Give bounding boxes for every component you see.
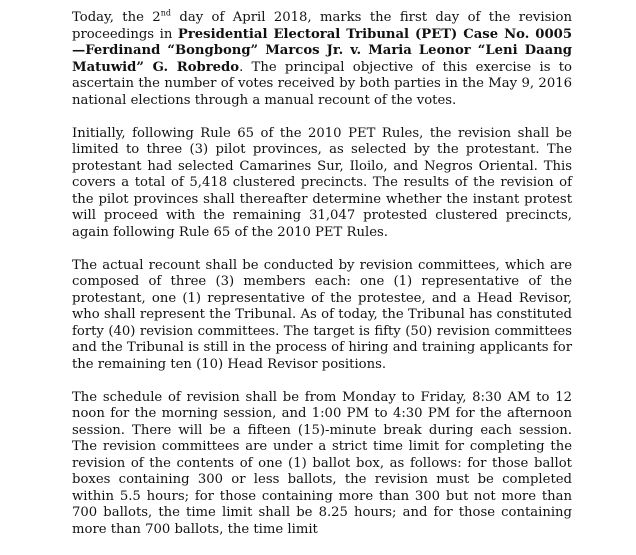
opening-text-middle: day of April 2018, marks the first day of the revision proceedings in (72, 10, 572, 42)
case-title: Presidential Electoral Tribunal (PET) Case No. 0005—Ferdinand “Bongbong” Marcos Jr. v. Maria Leonor “Leni Daang Matuwid” G. Robredo (72, 26, 572, 75)
document-page (72, 10, 572, 555)
paragraph-schedule: The schedule of revision shall be from Monday to Friday, 8:30 AM to 12 noon for the morning session, and 1:00 PM to 4:30 PM for the afternoon session. There will be a fifteen (15)-minute break during each session. The revision committees are under a strict time limit for completing the revision of the contents of one (1) ballot box, as follows: for those ballot boxes containing 300 or less ballots, the revision must be completed within 5.5 hours; for those containing more than 300 but not more than 700 ballots, the time limit shall be 8.25 hours; and for those containing more than 700 ballots, the time limit (72, 389, 572, 537)
opening-text-end: . The principal objective of this exercise is to ascertain the number of votes received by both parties in the May 9, 2016 national elections through a manual recount of the votes. (72, 59, 572, 108)
opening-text-start: Today, the 2 (72, 10, 161, 25)
ordinal-suffix: nd (160, 8, 171, 18)
paragraph-pilot-provinces: Initially, following Rule 65 of the 2010 PET Rules, the revision shall be limited to three (3) pilot provinces, as selected by the protestant. The protestant had selected Camarines Sur, Iloilo, and Negros Oriental. This covers a total of 5,418 clustered precincts. The results of the revision of the pilot provinces shall thereafter determine whether the instant protest will proceed with the remaining 31,047 protested clustered precincts, again following Rule 65 of the 2010 PET Rules. (72, 125, 572, 240)
paragraph-revision-committees: The actual recount shall be conducted by revision committees, which are composed of three (3) members each: one (1) representative of the protestant, one (1) representative of the protestee, and a Head Revisor, who shall represent the Tribunal. As of today, the Tribunal has constituted forty (40) revision committees. The target is fifty (50) revision committees and the Tribunal is still in the process of hiring and training applicants for the remaining ten (10) Head Revisor positions. (72, 257, 572, 372)
paragraph-opening (72, 10, 572, 109)
